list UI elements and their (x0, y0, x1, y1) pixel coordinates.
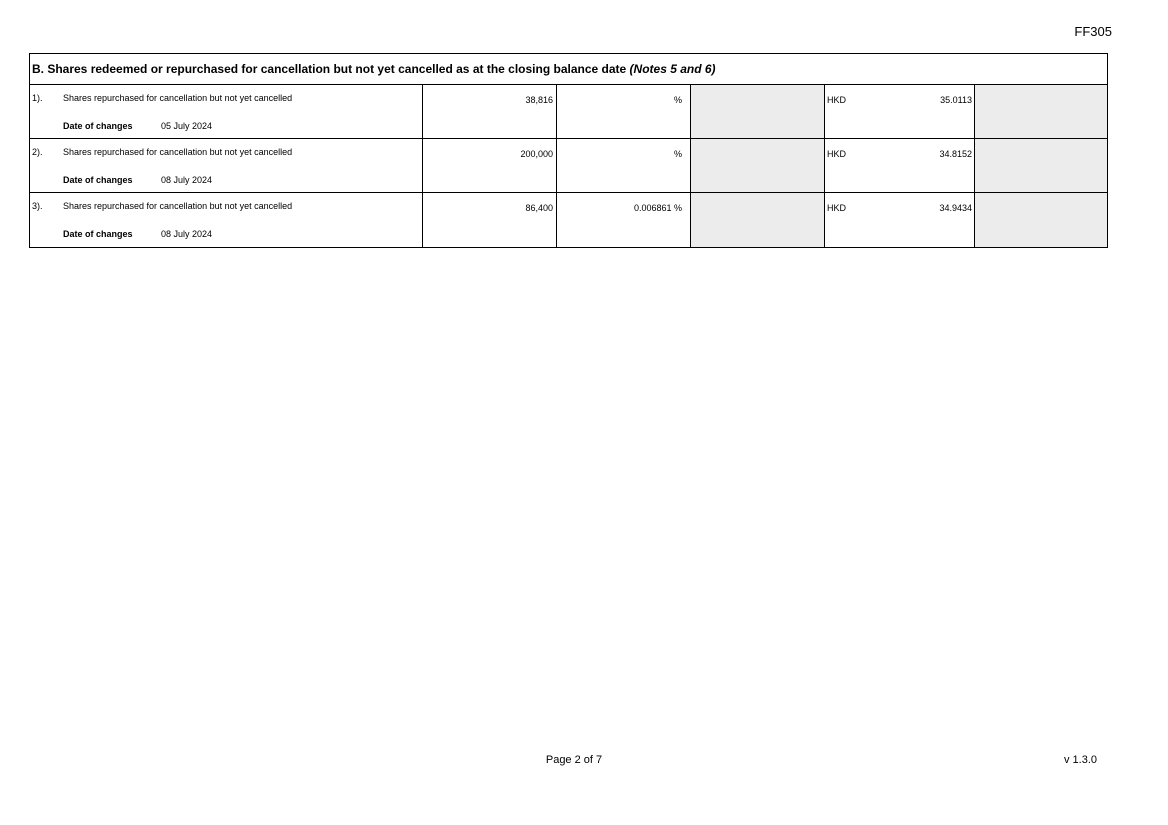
table-row (30, 193, 1107, 247)
shares-count: 38,816 (423, 85, 557, 138)
greyed-cell (691, 85, 825, 138)
date-value: 08 July 2024 (161, 229, 213, 239)
price-cell (825, 139, 975, 192)
form-version: v 1.3.0 (1063, 754, 1097, 766)
shares-percent: % (557, 139, 691, 192)
currency: HKD (827, 149, 847, 159)
row-description: Shares repurchased for cancellation but not yet cancelled (63, 93, 293, 103)
greyed-cell (975, 85, 1107, 138)
row-description: Shares repurchased for cancellation but not yet cancelled (63, 147, 293, 157)
shares-percent: 0.006861 % (557, 193, 691, 247)
date-value: 05 July 2024 (161, 121, 213, 131)
section-title (30, 54, 1107, 85)
date-label: Date of changes (63, 175, 133, 185)
shares-count: 200,000 (423, 139, 557, 192)
table-row (30, 139, 1107, 193)
row-index: 2). (32, 147, 43, 157)
date-label: Date of changes (63, 121, 133, 131)
page-number: Page 2 of 7 (545, 754, 603, 766)
section-title-text: B. Shares redeemed or repurchased for cancellation but not yet cancelled as at the closing balance date (32, 62, 627, 76)
price-cell (825, 193, 975, 247)
greyed-cell (975, 139, 1107, 192)
date-label: Date of changes (63, 229, 133, 239)
greyed-cell (975, 193, 1107, 247)
greyed-cell (691, 193, 825, 247)
shares-count: 86,400 (423, 193, 557, 247)
description-cell (30, 85, 423, 138)
description-cell (30, 139, 423, 192)
shares-redeemed-section (29, 53, 1108, 248)
row-index: 1). (32, 93, 43, 103)
row-index: 3). (32, 201, 43, 211)
table-row (30, 85, 1107, 139)
form-code: FF305 (1074, 24, 1112, 39)
price-value: 34.8152 (939, 149, 972, 159)
row-description: Shares repurchased for cancellation but not yet cancelled (63, 201, 293, 211)
price-cell (825, 85, 975, 138)
section-title-notes: (Notes 5 and 6) (629, 62, 716, 76)
greyed-cell (691, 139, 825, 192)
currency: HKD (827, 203, 847, 213)
description-cell (30, 193, 423, 247)
shares-percent: % (557, 85, 691, 138)
price-value: 34.9434 (939, 203, 972, 213)
date-value: 08 July 2024 (161, 175, 213, 185)
currency: HKD (827, 95, 847, 105)
price-value: 35.0113 (940, 95, 972, 105)
